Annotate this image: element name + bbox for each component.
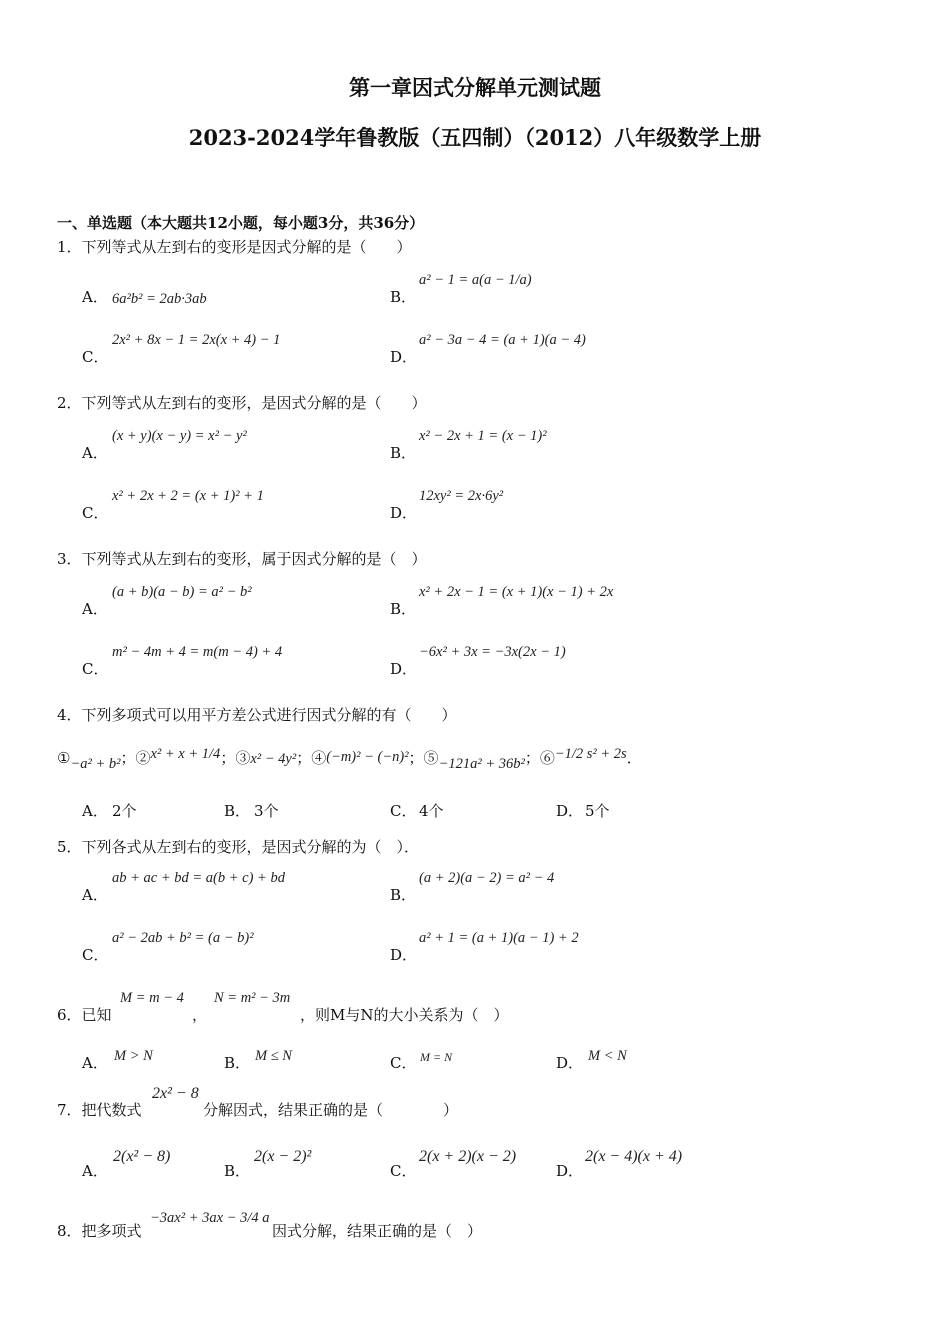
q4-label-a: A． bbox=[82, 802, 108, 820]
question-8-stem-pre: 8．把多项式 bbox=[57, 1222, 142, 1240]
q7-label-c: C． bbox=[390, 1162, 417, 1180]
q4-label-d: D． bbox=[556, 802, 584, 820]
q5-option-c: a² − 2ab + b² = (a − b)² bbox=[112, 930, 254, 946]
q5-label-c: C． bbox=[82, 946, 109, 964]
title-line-2: 2023-2024学年鲁教版（五四制）（2012）八年级数学上册 bbox=[188, 125, 762, 150]
q6-option-c: M = N bbox=[420, 1050, 453, 1064]
question-5-stem: 5．下列各式从左到右的变形，是因式分解的为（ ）． bbox=[57, 838, 420, 856]
q5-label-d: D． bbox=[390, 946, 418, 964]
question-3-stem: 3．下列等式从左到右的变形，属于因式分解的是（ ） bbox=[57, 550, 427, 568]
question-2-stem: 2．下列等式从左到右的变形，是因式分解的是（ ） bbox=[57, 394, 427, 412]
q3-label-d: D． bbox=[390, 660, 418, 678]
question-6-stem-pre: 6．已知 bbox=[57, 1006, 112, 1024]
q4-marker-6: ；⑥ bbox=[524, 749, 555, 767]
q3-label-c: C． bbox=[82, 660, 109, 678]
q2-option-b: x² − 2x + 1 = (x − 1)² bbox=[419, 428, 547, 444]
q6-label-c: C． bbox=[390, 1054, 417, 1072]
q4-marker-3: ；③ bbox=[220, 749, 251, 767]
q4-option-c: 4个 bbox=[419, 802, 444, 820]
q6-label-b: B． bbox=[224, 1054, 251, 1072]
q4-option-a: 2个 bbox=[112, 802, 137, 820]
q6-option-d: M < N bbox=[588, 1048, 627, 1064]
question-4-stem: 4．下列多项式可以用平方差公式进行因式分解的有（ ） bbox=[57, 706, 457, 724]
q4-item-1: −a² + b² bbox=[70, 756, 121, 772]
q4-item-3: x² − 4y² bbox=[250, 751, 297, 767]
q1-label-b: B． bbox=[390, 288, 417, 306]
q1-option-a: 6a²b² = 2ab·3ab bbox=[112, 291, 207, 307]
q6-option-a: M > N bbox=[114, 1048, 153, 1064]
q3-option-a: (a + b)(a − b) = a² − b² bbox=[112, 584, 252, 600]
q7-label-d: D． bbox=[556, 1162, 584, 1180]
q2-label-a: A． bbox=[82, 444, 108, 462]
q7-label-a: A． bbox=[82, 1162, 108, 1180]
q4-marker-2: ；② bbox=[120, 749, 151, 767]
q4-marker-5: ；⑤ bbox=[408, 749, 439, 767]
question-7-stem-pre: 7．把代数式 bbox=[57, 1101, 142, 1119]
q2-label-b: B． bbox=[390, 444, 417, 462]
q2-label-c: C． bbox=[82, 504, 109, 522]
q5-option-d: a² + 1 = (a + 1)(a − 1) + 2 bbox=[419, 930, 579, 946]
q7-label-b: B． bbox=[224, 1162, 251, 1180]
question-6-stem-post: ，则M与N的大小关系为（ ） bbox=[300, 1006, 509, 1024]
title-line-1: 第一章因式分解单元测试题 bbox=[349, 75, 601, 100]
q8-expr: −3ax² + 3ax − 3/4 a bbox=[150, 1210, 270, 1226]
q1-option-d: a² − 3a − 4 = (a + 1)(a − 4) bbox=[419, 332, 586, 348]
q6-separator: ， bbox=[192, 1006, 208, 1024]
q1-label-c: C． bbox=[82, 348, 109, 366]
q5-label-b: B． bbox=[390, 886, 417, 904]
q6-option-b: M ≤ N bbox=[255, 1048, 292, 1064]
q4-marker-4: ；④ bbox=[296, 749, 327, 767]
q1-label-d: D． bbox=[390, 348, 418, 366]
q4-item-4: (−m)² − (−n)² bbox=[326, 749, 409, 765]
q3-label-a: A． bbox=[82, 600, 108, 618]
q1-label-a: A． bbox=[82, 288, 108, 306]
q4-item-5: −121a² + 36b² bbox=[438, 756, 525, 772]
q7-expr: 2x² − 8 bbox=[152, 1085, 199, 1102]
question-8-stem-post: 因式分解，结果正确的是（ ） bbox=[272, 1222, 483, 1240]
q4-marker-1: ① bbox=[57, 748, 71, 767]
q3-option-c: m² − 4m + 4 = m(m − 4) + 4 bbox=[112, 644, 283, 660]
q5-option-b: (a + 2)(a − 2) = a² − 4 bbox=[419, 870, 555, 886]
q3-label-b: B． bbox=[390, 600, 417, 618]
q4-label-c: C． bbox=[390, 802, 417, 820]
q7-option-d: 2(x − 4)(x + 4) bbox=[585, 1148, 683, 1165]
q7-option-c: 2(x + 2)(x − 2) bbox=[419, 1148, 517, 1165]
q1-option-c: 2x² + 8x − 1 = 2x(x + 4) − 1 bbox=[112, 332, 281, 348]
q6-expr-n: N = m² − 3m bbox=[214, 990, 291, 1006]
q6-label-d: D． bbox=[556, 1054, 584, 1072]
q4-option-d: 5个 bbox=[585, 802, 610, 820]
q2-label-d: D． bbox=[390, 504, 418, 522]
q7-option-a: 2(x² − 8) bbox=[113, 1148, 171, 1165]
q3-option-d: −6x² + 3x = −3x(2x − 1) bbox=[419, 644, 566, 660]
q2-option-d: 12xy² = 2x·6y² bbox=[419, 488, 504, 504]
q5-label-a: A． bbox=[82, 886, 108, 904]
q6-label-a: A． bbox=[82, 1054, 108, 1072]
q5-option-a: ab + ac + bd = a(b + c) + bd bbox=[112, 870, 285, 886]
q3-option-b: x² + 2x − 1 = (x + 1)(x − 1) + 2x bbox=[419, 584, 614, 600]
q4-label-b: B． bbox=[224, 802, 251, 820]
question-1-stem: 1．下列等式从左到右的变形是因式分解的是（ ） bbox=[57, 238, 412, 256]
question-7-stem-post: 分解因式，结果正确的是（ ） bbox=[203, 1101, 459, 1119]
q4-period: ． bbox=[626, 749, 642, 767]
q2-option-c: x² + 2x + 2 = (x + 1)² + 1 bbox=[112, 488, 264, 504]
section-heading: 一、单选题（本大题共12小题，每小题3分，共36分） bbox=[57, 214, 425, 232]
q4-item-2: x² + x + 1/4 bbox=[150, 746, 221, 762]
q2-option-a: (x + y)(x − y) = x² − y² bbox=[112, 428, 247, 444]
q4-option-b: 3个 bbox=[254, 802, 279, 820]
q7-option-b: 2(x − 2)² bbox=[254, 1148, 312, 1165]
q4-items-row bbox=[57, 742, 642, 773]
q6-expr-m: M = m − 4 bbox=[120, 990, 184, 1006]
q4-item-6: −1/2 s² + 2s bbox=[554, 746, 627, 762]
q1-option-b: a² − 1 = a(a − 1/a) bbox=[419, 272, 532, 288]
